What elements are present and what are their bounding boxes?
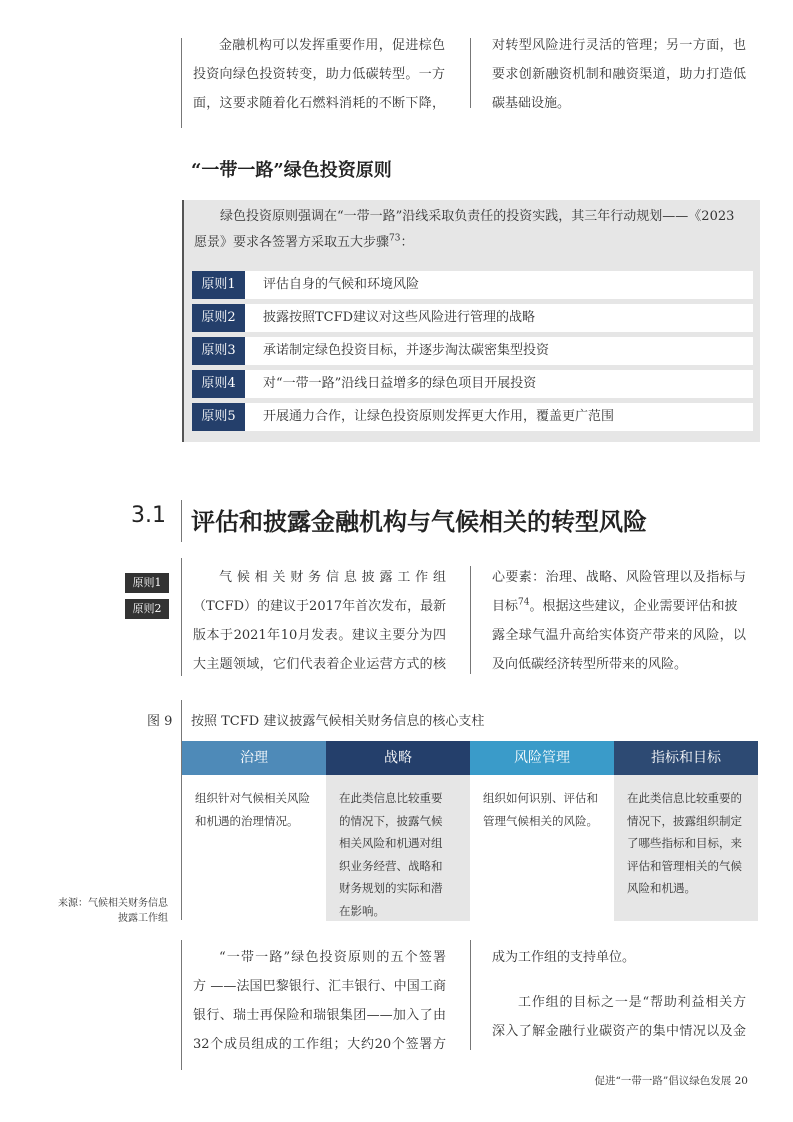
page-number: 20 (734, 1075, 748, 1087)
pillar-body: 在此类信息比较重要的 情况下，披露组织制定 了哪些指标和目标，来 评估和管理相关的气候 风险和机遇。 (614, 775, 758, 921)
column-divider-top-mid (470, 38, 471, 108)
pillar-risk-management (470, 741, 614, 921)
principles-box (182, 200, 760, 442)
pillar-metrics-targets (614, 741, 758, 921)
principle-row (192, 337, 753, 365)
side-tag-principle-1: 原则1 (125, 573, 169, 593)
top-paragraph-right: 对转型风险进行灵活的管理；另一方面，也 要求创新融资机制和融资渠道，助力打造低 碳基础设施。 (492, 38, 746, 111)
section-number: 3.1 (131, 503, 166, 528)
principle-row (192, 304, 753, 332)
bottom-paragraph-left: “一带一路”绿色投资原则的五个签署 方 ——法国巴黎银行、汇丰银行、中国工商 银行、瑞士再保险和瑞银集团——加入了由 32个成员组成的工作组；大约20个签署方 (193, 950, 446, 1052)
principle-row (192, 271, 753, 299)
principles-intro: 绿色投资原则强调在“一带一路”沿线采取负责任的投资实践，其三年行动规划——《2023 愿景》要求各签署方采取五大步骤$^{73}$： (194, 209, 735, 250)
column-divider-section-mid (470, 566, 471, 674)
bottom-paragraph-right: 成为工作组的支持单位。 工作组的目标之一是“帮助利益相关方 深入了解金融行业碳资产的集中情况以及金 (492, 950, 746, 1039)
principle-row (192, 370, 753, 398)
principle-tag: 原则1 (192, 271, 245, 299)
principle-row (192, 403, 753, 431)
footer-title: 促进“一带一路”倡议绿色发展 (594, 1075, 732, 1087)
principle-text: 披露按照TCFD建议对这些风险进行管理的战略 (263, 310, 536, 325)
figure-label: 图 9 (147, 714, 173, 729)
top-paragraph-left: 金融机构可以发挥重要作用，促进棕色 投资向绿色投资转变，助力低碳转型。一方 面，这要求随着化石燃料消耗的不断下降， (193, 38, 445, 111)
figure-title: 按照 TCFD 建议披露气候相关财务信息的核心支柱 (191, 714, 485, 729)
principle-text: 开展通力合作，让绿色投资原则发挥更大作用，覆盖更广范围 (263, 409, 615, 424)
column-divider-bottom-mid (470, 940, 471, 1050)
principle-text: 评估自身的气候和环境风险 (263, 277, 420, 292)
pillar-header: 治理 (182, 741, 326, 775)
section-paragraph-right: 心要素：治理、战略、风险管理以及指标与 目标$^{74}$。根据这些建议，企业需要评估和披 露全球气温升高给实体资产带来的风险，以 及向低碳经济转型所带来的风险。 (492, 570, 746, 672)
pillar-header: 指标和目标 (614, 741, 758, 775)
principle-tag: 原则5 (192, 403, 245, 431)
footnote-marker: 74 (518, 597, 530, 608)
principle-tag: 原则2 (192, 304, 245, 332)
principle-tag: 原则4 (192, 370, 245, 398)
pillar-header: 战略 (326, 741, 470, 775)
column-divider-top-left (181, 38, 182, 128)
principles-heading: “一带一路”绿色投资原则 (191, 160, 392, 181)
pillar-body: 在此类信息比较重要 的情况下，披露气候 相关风险和机遇对组 织业务经营、战略和 财务规划的实际和潜 在影响。 (326, 775, 470, 921)
pillar-strategy (326, 741, 470, 921)
column-divider-bottom-left (181, 940, 182, 1070)
pillar-header: 风险管理 (470, 741, 614, 775)
figure-source: 来源：气候相关财务信息 披露工作组 (58, 898, 168, 924)
column-divider-section-left (181, 500, 182, 542)
pillar-body: 组织如何识别、评估和 管理气候相关的风险。 (470, 775, 614, 921)
footnote-marker: 73 (389, 233, 401, 244)
section-title: 评估和披露金融机构与气候相关的转型风险 (191, 507, 647, 536)
column-divider-section-left-2 (181, 558, 182, 676)
side-tag-principle-2: 原则2 (125, 599, 169, 619)
section-paragraph-left: 气候相关财务信息披露工作组 （TCFD）的建议于2017年首次发布，最新 版本于2021年10月发表。建议主要分为四 大主题领域，它们代表着企业运营方式的核 (193, 570, 447, 672)
principle-text: 承诺制定绿色投资目标，并逐步淘汰碳密集型投资 (263, 343, 550, 358)
principle-text: 对“一带一路”沿线日益增多的绿色项目开展投资 (263, 376, 537, 391)
page-footer (560, 1073, 748, 1088)
pillar-body: 组织针对气候相关风险 和机遇的治理情况。 (182, 775, 326, 921)
pillar-governance (182, 741, 326, 921)
principle-tag: 原则3 (192, 337, 245, 365)
